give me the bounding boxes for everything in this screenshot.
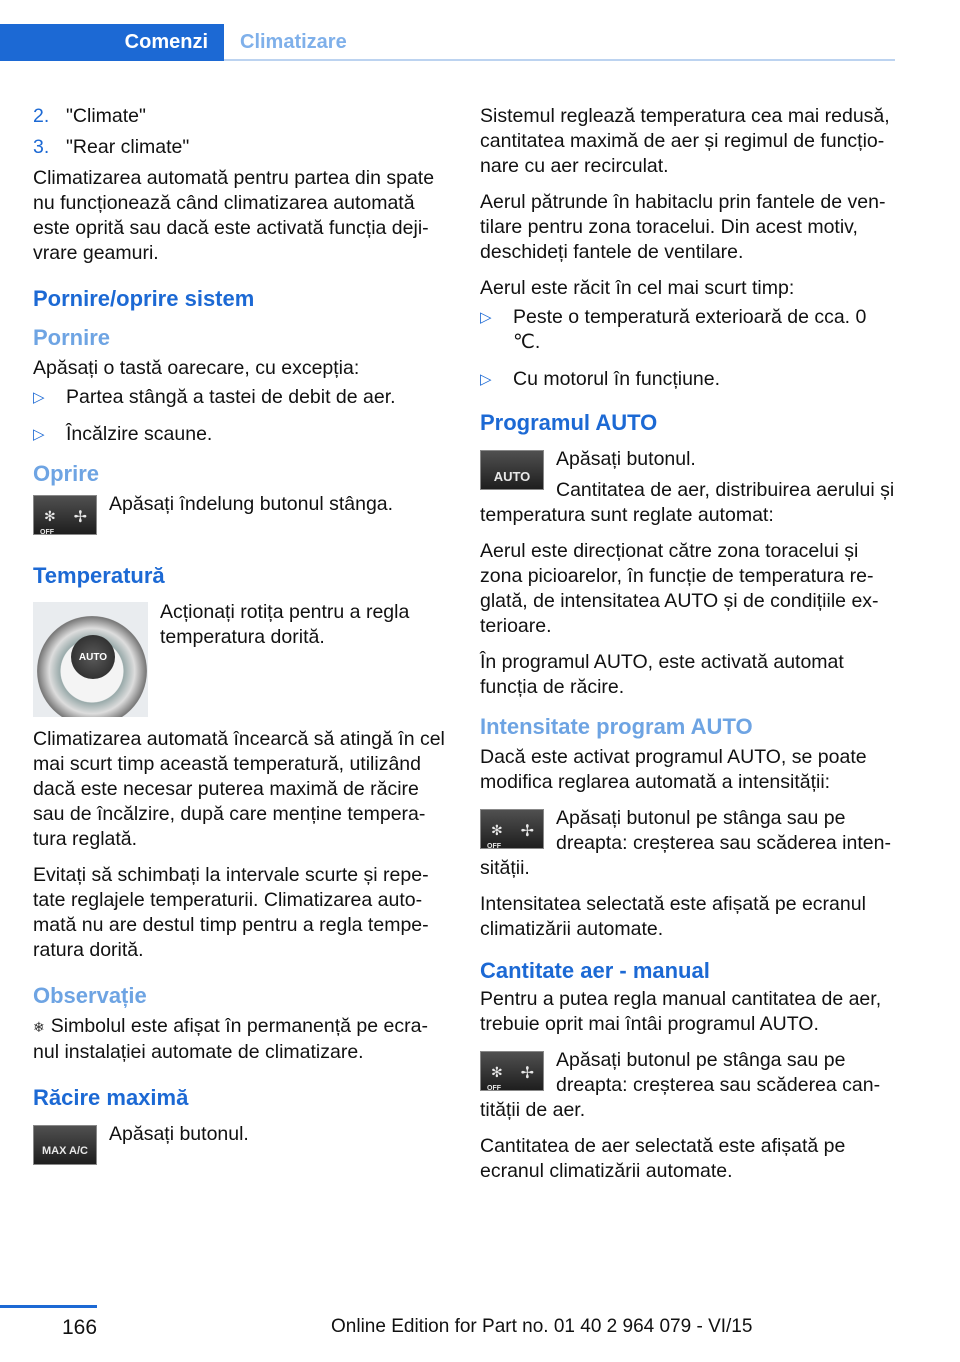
section-heading: Răcire maximă [33, 1085, 189, 1110]
fan-icon: ✢ [73, 509, 87, 526]
paragraph: Climatizarea automată pentru partea din spate nu funcționează când climatizarea automată este oprită sau dacă este activată funcția dejivrare geamuri. [33, 167, 435, 264]
paragraph: Cantitatea de aer selectată este afișată pe ecranul climatizării automate. [480, 1135, 846, 1182]
page-number: 166 [62, 1316, 98, 1339]
list-item: 2. "Climate" [33, 105, 146, 127]
section-heading: Temperatură [33, 563, 165, 588]
fan-amount-button-image: ✻ OFF ✢ [480, 1051, 544, 1091]
paragraph: Apăsați o tastă oarecare, cu excepția: [33, 357, 360, 379]
tab-climatizare[interactable]: Climatizare [240, 31, 347, 53]
fan-intensity-button-image: ✻ OFF ✢ [480, 809, 544, 849]
fan-icon: ✻ [491, 822, 503, 838]
paragraph: Evitați să schimbați la intervale scurte și repetate reglajele temperaturii. Climatizarea automată nu are destul timp pentru a regla temperatura dorită. [33, 864, 429, 961]
bullet-list [33, 385, 446, 447]
header-divider [224, 59, 895, 61]
subsection-heading: Intensitate program AUTO [480, 714, 753, 739]
paragraph: Aerul este răcit în cel mai scurt timp: [480, 277, 795, 299]
auto-dial-center: AUTO [71, 635, 115, 679]
paragraph: Intensitatea selectată este afișată pe ecranul climatizării automate. [480, 893, 866, 940]
list-item: ▷ Cu motorul în funcțiune. [480, 368, 721, 390]
list-item: ▷ Încălzire scaune. [33, 423, 213, 445]
section-heading: Programul AUTO [480, 410, 658, 435]
subsection-heading: Oprire [33, 461, 100, 486]
paragraph: Sistemul reglează temperatura cea mai redusă, cantitatea maximă de aer și regimul de funcționare cu aer recirculat. [480, 105, 890, 177]
footer-divider [0, 1305, 97, 1308]
right-column [480, 100, 898, 1195]
fan-icon: ✻ [44, 508, 56, 524]
paragraph: Apăsați butonul. [556, 448, 696, 470]
tab-comenzi[interactable]: Comenzi [0, 24, 224, 61]
auto-button-image: AUTO [480, 450, 544, 490]
subsection-heading: Observație [33, 983, 147, 1008]
paragraph: Acționați rotița pentru a regla temperatura dorită. [160, 601, 410, 648]
fan-off-button-image: ✻ OFF ✢ [33, 495, 97, 535]
fan-icon: ✢ [520, 823, 534, 840]
max-ac-button-image: MAX A/C [33, 1125, 97, 1165]
fan-icon: ✢ [520, 1065, 534, 1082]
cooling-symbol-icon: ❄ [33, 1019, 45, 1035]
bullet-list [480, 305, 898, 392]
paragraph: Apăsați butonul pe stânga sau pe dreapta: creșterea sau scăderea cantității de aer. [480, 1049, 881, 1121]
triangle-bullet-icon: ▷ [33, 389, 45, 406]
paragraph: Pentru a putea regla manual cantitatea de aer, trebuie oprit mai întâi programul AUTO. [480, 988, 882, 1035]
paragraph: Aerul este direcționat către zona toracelui și zona picioarelor, în funcție de temperatura reglată, de intensitatea AUTO și de condițiile exterioare. [480, 540, 879, 637]
paragraph: Cantitatea de aer, distribuirea aerului și temperatura sunt reglate automat: [480, 479, 895, 526]
left-column: 2. "Climate" 3. "Rear climate" Climatizarea automată pentru partea din spate nu funcționează când climatizarea automată este oprită sau dacă este activată funcția dejivrare geamuri. Pornire/oprire sistem Pornire Apăsați o tastă oarecare, cu excepția: ▷ Partea stângă a tastei de debit de aer. ▷ Încălzire scaune. Oprire ✻ OFF ✢ Apăsați îndelung butonul stânga. Temperatură AUTO Acționați rotița pentru a regla temperatura dorită. Climatizarea automată încearcă să atingă în cel mai scurt timp această temperatură, utilizând dacă este necesar puterea maximă de răcire sau de încălzire, după care menține temperatura reglată. Evitați să schimbați la intervale scurte și repetate reglajele temperaturii. Climatizarea automată nu are destul timp pentru a regla temperatura dorită. Observație ❄ Simbolul este afișat în permanență pe ecranul instalației automate de climatizare. Răcire maximă MAX A/C Apăsați butonul. [33, 100, 446, 1185]
paragraph: Aerul pătrunde în habitaclu prin fantele de ventilare pentru zona toracelui. Din acest motiv, deschideți fantele de ventilare. [480, 191, 886, 263]
section-heading: Cantitate aer - manual [480, 958, 710, 983]
section-heading: Pornire/oprire sistem [33, 286, 255, 311]
temperature-dial-image [33, 602, 148, 717]
paragraph: Climatizarea automată încearcă să atingă în cel mai scurt timp această temperatură, utilizând dacă este necesar puterea maximă de răcire sau de încălzire, după care menține temperatura reglată. [33, 728, 445, 850]
list-item: ▷ Partea stângă a tastei de debit de aer. [33, 386, 396, 408]
edition-text: Online Edition for Part no. 01 40 2 964 079 - VI/15 [331, 1316, 753, 1337]
page-header [0, 24, 895, 61]
triangle-bullet-icon: ▷ [480, 371, 492, 388]
paragraph: Dacă este activat programul AUTO, se poate modifica reglarea automată a intensității: [480, 746, 867, 793]
paragraph: În programul AUTO, este activată automat funcția de răcire. [480, 651, 844, 698]
paragraph: ❄ Simbolul este afișat în permanență pe ecranul instalației automate de climatizare. [33, 1015, 428, 1063]
triangle-bullet-icon: ▷ [33, 426, 45, 443]
triangle-bullet-icon: ▷ [480, 309, 492, 326]
subsection-heading: Pornire [33, 325, 111, 350]
fan-icon: ✻ [491, 1064, 503, 1080]
paragraph: Apăsați butonul pe stânga sau pe dreapta: creșterea sau scăderea intensității. [480, 807, 891, 879]
list-item: 3. "Rear climate" [33, 136, 190, 158]
list-item: ▷ Peste o temperatură exterioară de cca. 0 ℃. [480, 306, 867, 353]
